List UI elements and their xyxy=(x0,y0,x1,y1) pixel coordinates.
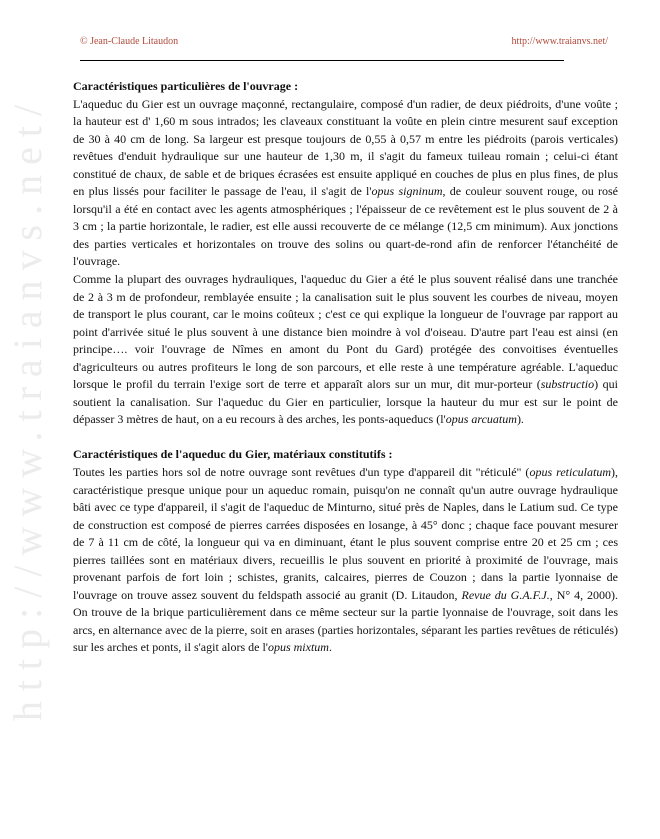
watermark: http://www.traianvs.net/ xyxy=(5,94,50,722)
header-divider xyxy=(80,60,564,61)
text-run: ), caractéristique presque unique pour un aqueduc romain, puisqu'on ne connaît qu'un autre ouvrage hydraulique bâti avec ce type d'appareil, il s'agit de l'aqueduc de Minturno, situé près de Naples, dans le Latium sud. Ce type de construction est composé de pierres carrées disposées en losange, à 45° donc ; chaque face pouvant mesurer de 7 à 11 cm de côté, la longueur qui va en diminuant, étant le plus souvent comprise entre 20 et 25 cm ; ces pierres taillées sont en matériaux divers, recueillis le plus souvent en priorité à proximité de l'ouvrage, mais provenant parfois de fort loin ; schistes, granits, calcaires, pierres de Couzon ; dans la partie lyonnaise de l'ouvrage on trouve assez souvent du feldspath associé au granit (D. Litaudon, xyxy=(73,464,618,602)
italic-term: opus mixtum xyxy=(267,640,329,655)
text-run: ). xyxy=(516,412,524,427)
section-title-materials: Caractéristiques de l'aqueduc du Gier, matériaux constitutifs : xyxy=(73,447,393,462)
copyright-text: © Jean-Claude Litaudon xyxy=(80,36,179,47)
italic-term: opus signinum xyxy=(371,184,443,199)
italic-term: opus arcuatum xyxy=(445,412,517,427)
italic-term: opus reticulatum xyxy=(529,464,611,479)
section-title-characteristics: Caractéristiques particulières de l'ouvrage : xyxy=(73,79,299,93)
text-run: , N° 4, 2000). On trouve de la brique particulièrement dans ce même secteur sur la partie lyonnaise de l'ouvrage, soit dans les arcs, en alternance avec de la pierre, soit en arases (parties horizontales, séparant les parties revêtues de réticulés) sur les arches et ponts, il s'agit alors de l' xyxy=(73,587,619,655)
document-body xyxy=(73,78,618,657)
text-run: Comme la plupart des ouvrages hydrauliques, l'aqueduc du Gier a été le plus souvent réalisé dans une tranchée de 2 à 3 m de profondeur, remblayée ensuite ; la canalisation suit le plus souvent les courbes de niveau, moyen de transport le plus courant, car le moins coûteux ; c'est ce qui explique la longueur de l'ouvrage par rapport au point d'arrivée situé le plus souvent à une distance bien moindre à vol d'oiseau. D'autre part l'eau est ainsi (en principe…. voir l'ouvrage de Nîmes en amont du Pont du Gard) protégée des convoitises éventuelles d'agriculteurs ou autres profiteurs le long de son parcours, et elle reste à une température agréable. L'aqueduc lorsque le profil du terrain l'exige sort de terre et apparaît alors sur un mur, dit mur-porteur ( xyxy=(73,272,618,392)
page-header xyxy=(0,36,660,50)
site-url-link[interactable]: http://www.traianvs.net/ xyxy=(511,36,608,47)
text-run: L'aqueduc du Gier est un ouvrage maçonné, rectangulaire, composé d'un radier, de deux piédroits, d'une voûte ; la hauteur est d' 1,60 m sous intrados; les claveaux constituant la voûte en plein cintre mesurent sauf exception de 30 à 40 cm de long. Sa largeur est presque toujours de 0,55 à 0,57 m entre les piédroits (parois verticales) revêtues d'enduit hydraulique sur une hauteur de 1,30 m, il s'agit du fameux tuileau romain ; celui-ci étant constitué de chaux, de sable et de briques écrasées est ensuite appliqué en couches de plus en plus fines, de plus en plus lissés pour faciliter le passage de l'eau, il s'agit de l' xyxy=(73,96,618,199)
text-run: ) qui soutient la canalisation. Sur l'aqueduc du Gier en particulier, lorsque la hauteur du mur est sur le point de dépasser 3 mètres de haut, on a eu recours à des arches, les ponts-aqueducs (l' xyxy=(73,377,618,427)
text-run: . xyxy=(328,640,332,655)
italic-term: Revue du G.A.F.J. xyxy=(461,587,550,602)
italic-term: substructio xyxy=(540,377,595,392)
text-run: , de couleur souvent rouge, ou rosé lorsqu'il a été en contact avec les agents atmosphériques ; l'épaisseur de ce revêtement est le plus souvent de 2 à 3 cm ; la partie horizontale, le radier, est elle aussi recouverte de ce mélange (12,5 cm minimum). Aux jonctions des parties verticales et horizontales on trouve des solins ou quart-de-rond afin de renforcer l'étanchéité de l'ouvrage. xyxy=(73,184,619,269)
spacer xyxy=(73,429,618,447)
paragraph-structure xyxy=(73,96,618,271)
paragraph-materials xyxy=(73,464,618,657)
paragraph-trench xyxy=(73,271,618,429)
text-run: Toutes les parties hors sol de notre ouvrage sont revêtues d'un type d'appareil dit "réticulé" ( xyxy=(73,464,530,479)
